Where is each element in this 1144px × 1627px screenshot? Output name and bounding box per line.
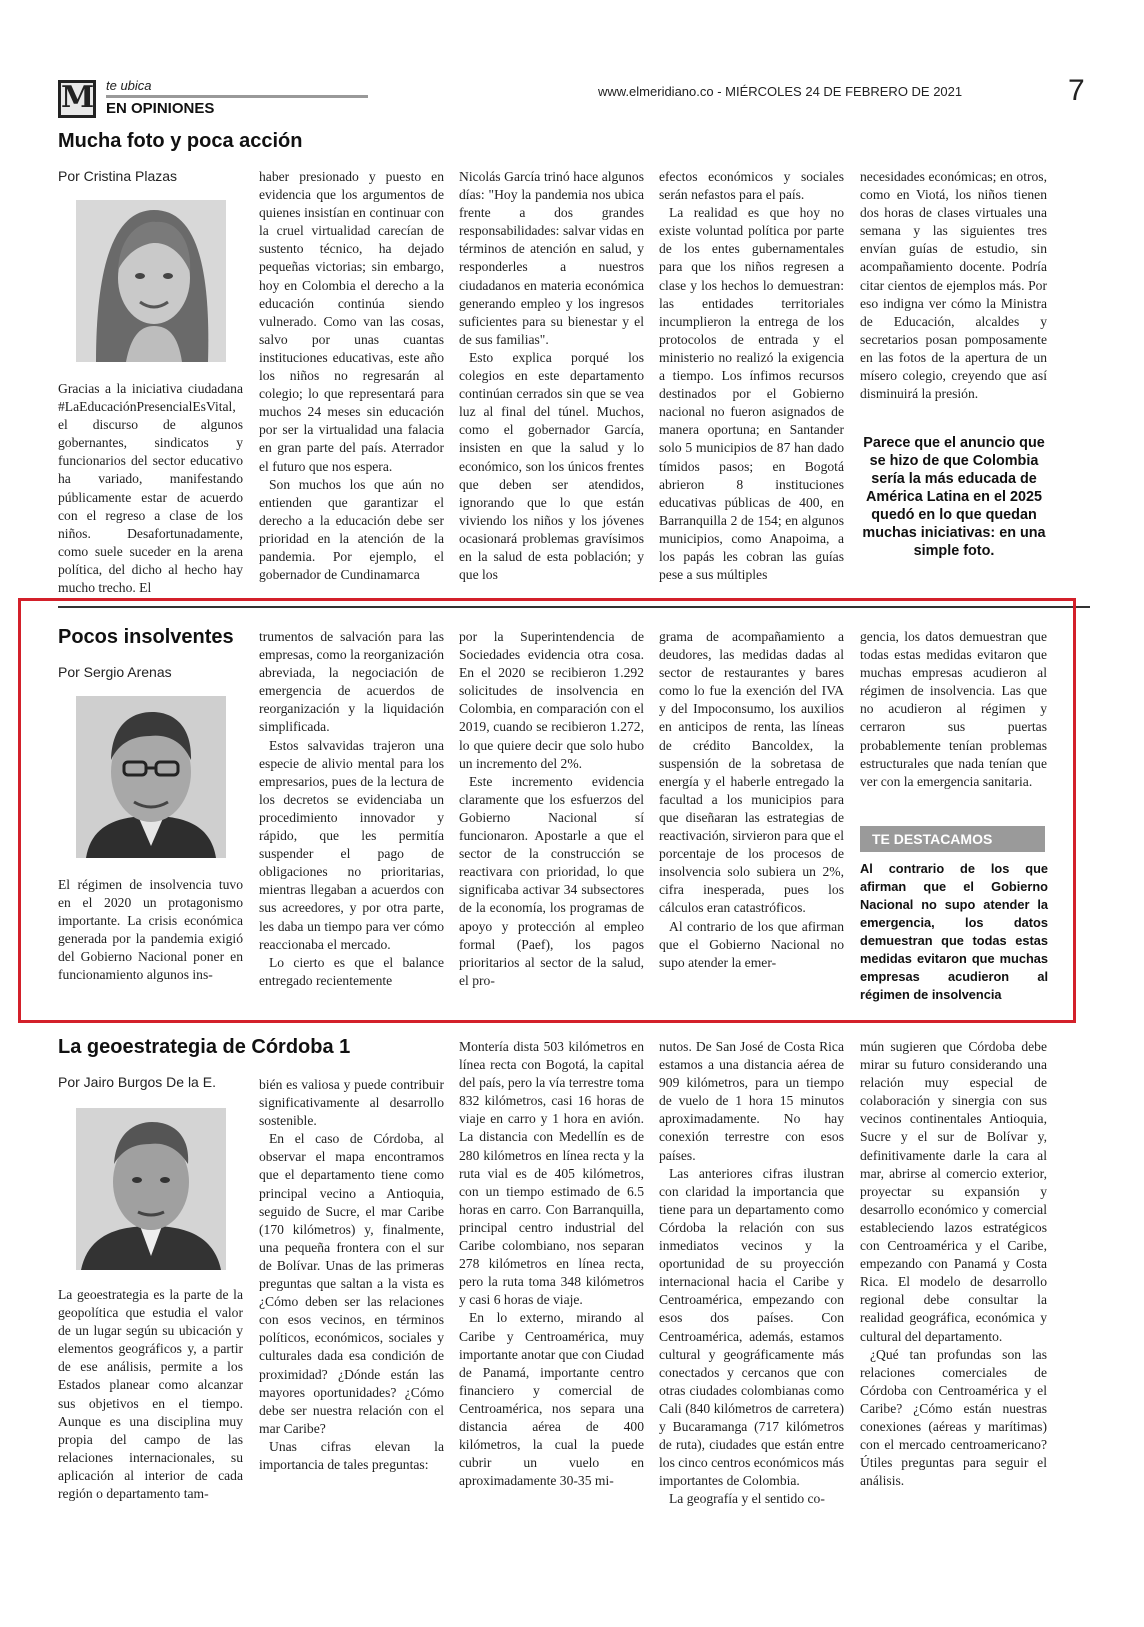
section-label: EN OPINIONES [106,100,215,117]
paragraph: Son muchos los que aún no entienden que garantizar el derecho a la educación debe ser prioridad en la atención de la pandemia. Por ejemplo, el gobernador de Cundinamarca [259,476,444,583]
paragraph: En el caso de Córdoba, al observar el mapa encontramos que el departamento tiene como principal vecino a Antioquia, seguido de Sucre, el mar Caribe (170 kilómetros) y, finalmente, una pequeña frontera con el sur de Bolívar. Unas de las primeras preguntas que saltan a la vista es ¿Cómo deben ser las relaciones con esos vecinos, en términos políticos, económicos, sociales y culturales dada esa condición de proximidad? ¿Dónde están las mayores oportunidades? ¿Cómo debe ser nuestra relación con el mar Caribe? [259,1131,444,1436]
article-column [459,1038,644,1490]
article-column [659,168,844,584]
article-column [259,168,444,584]
paragraph: nutos. De San José de Costa Rica estamos a una distancia aérea de 909 kilómetros, para un tiempo de vuelo de 1 hora 15 minutos aproximadamente. No hay conexión terrestre con esos países. [659,1039,844,1163]
paragraph: efectos económicos y sociales serán nefastos para el país. [659,169,844,203]
article-column [860,168,1047,403]
article-headline: La geoestrategia de Córdoba 1 [58,1036,351,1058]
paragraph: Unas cifras elevan la importancia de tales preguntas: [259,1438,444,1472]
article-byline: Por Cristina Plazas [58,168,178,184]
article-column [860,1038,1047,1490]
article-geoestrategia [58,1036,1090,1596]
paragraph: Las anteriores cifras ilustran con claridad la importancia que tiene para un departamento como Córdoba la relación con sus inmediatos vecinos y la oportunidad de su proyección internacional hacia el Caribe y Centroamérica, empezando con esos dos países. Con Centroamérica, además, estamos cultural y geográficamente más conectados y cercanos que con otras ciudades colombianas como Cali (840 kilómetros de carretera) y Bucaramanga (717 kilómetros de ruta), ciudades que están entre los cinco centros económicos más importantes de Colombia. [659,1165,844,1489]
article-mucha-foto [58,130,1090,600]
header-rule [106,95,368,98]
dateline: www.elmeridiano.co - MIÉRCOLES 24 DE FEBRERO DE 2021 [598,84,963,99]
article-byline: Por Sergio Arenas [58,664,172,680]
paragraph: Lo cierto es que el balance entregado recientemente [259,954,444,988]
author-photo [76,200,226,362]
paragraph: Montería dista 503 kilómetros en línea recta con Bogotá, la capital del país, pero la vía terrestre toma 832 kilómetros, casi 16 horas de viaje en carro y 1 hora en avión. La distancia con Medellín es de 280 kilómetros en línea recta y la ruta vial es de 405 kilómetros, con un tiempo estimado de 6.5 horas en carro. Con Barranquilla, principal centro industrial del Caribe colombiano, nos separan 278 kilómetros en línea recta, pero la ruta toma 348 kilómetros y casi 6 horas de viaje. [459,1039,644,1308]
article-column [58,380,243,597]
paragraph: Nicolás García trinó hace algunos días: "Hoy la pandemia nos ubica frente a dos grandes responsabilidades: salvar vidas en términos de atención en salud, y responderles a nuestros ciudadanos en materia económica generando empleo y los ingresos suficientes para su bienestar y el de sus familias". [459,169,644,347]
article-column [58,1286,243,1503]
paragraph: trumentos de salvación para las empresas, como la reorganización abreviada, la negociación de emergencia de acuerdos de reorganización y la liquidación simplificada. [259,629,444,735]
paragraph: Al contrario de los que afirman que el Gobierno Nacional no supo atender la emer- [659,918,844,970]
article-headline: Pocos insolventes [58,626,234,648]
article-column [659,1038,844,1508]
article-byline: Por Jairo Burgos De la E. [58,1074,216,1090]
paragraph: gencia, los datos demuestran que todas estas medidas evitaron que muchas empresas acudieron al régimen de insolvencia. Las que no acudieron al régimen y cerraron sus puertas probablemente tenían problemas estructurales que nada tenían que ver con la emergencia sanitaria. [860,629,1047,789]
article-column [459,168,644,584]
highlight-text: Al contrario de los que afirman que el Gobierno Nacional no supo atender la emergencia, los datos demuestran que todas estas medidas evitaron que muchas empresas acudieron al régimen de insolvencia [860,861,1048,1002]
red-highlight-frame [18,598,1076,1023]
paragraph: La geografía y el sentido co- [669,1491,825,1507]
paragraph: bién es valiosa y puede contribuir significativamente al desarrollo sostenible. [259,1077,444,1129]
highlight-label: TE DESTACAMOS [860,826,1045,852]
article-column [259,1076,444,1474]
paragraph: Esto explica porqué los colegios en este departamento continúan cerrados sin que se vea luz al final del túnel. Muchos, como el gobernador García, insisten en que la salud y lo económico, son los únicos frentes que deben ser atendidos, ignorando que lo que están viviendo los niños y los jóvenes ocasionará problemas gravísimos en la salud de esta población; y que los [459,349,644,583]
paragraph: Este incremento evidencia claramente que los esfuerzos del Gobierno Nacional sí funcionaron. Apostarle a que el sector de la construcción se reactivara con prioridad, lo que significaba activar 34 subsectores de la economía, los programas de apoyo y protección al empleo formal (Paef), los pagos prioritarios al sector de la salud, el pro- [459,773,644,988]
page-header [58,74,1090,124]
paragraph: ¿Qué tan profundas son las relaciones comerciales de Córdoba con Centroamérica y el Caribe? ¿Cómo están nuestras conexiones (aéreas y marítimas) con el mercado centroamericano? Útiles preguntas para seguir el análisis. [860,1346,1047,1489]
newspaper-logo: M [58,80,96,118]
paragraph: Estos salvavidas trajeron una especie de alivio mental para los empresarios, pues de la lectura de los decretos se evidenciaba un procedimiento innovador y rápido, que les permitía suspender el pago de obligaciones no prioritarias, mientras llegaban a acuerdos con sus acreedores, y por otra parte, les daba un tiempo para ver cómo reaccionaba el mercado. [259,737,444,952]
author-photo [76,1108,226,1270]
article-headline: Mucha foto y poca acción [58,130,303,152]
section-tagline: te ubica [106,78,152,93]
page-number: 7 [1068,74,1085,107]
paragraph: Gracias a la iniciativa ciudadana #LaEducaciónPresencialEsVital, el discurso de algunos gobernantes, sindicatos y funcionarios del sector educativo ha variado, manifestando públicamente estar de acuerdo con el regreso a clase de los niños. Desafortunadamente, como suele suceder en la arena política, del dicho al hecho hay mucho trecho. El [58,381,243,596]
paragraph: mún sugieren que Córdoba debe mirar su futuro considerando una relación muy especial de colaboración y sinergia con sus vecinos continentales Antioquia, Sucre y el sur de Bolívar y, definitivamente darle la cara al mar, abrirse al comercio exterior, proyectar su expansión y desarrollo económico y comercial estableciendo lazos estratégicos con Centroamérica y el Caribe, empezando con Panamá y Costa Rica. El modelo de desarrollo regional debe consultar la realidad geográfica, económica y cultural del departamento. [860,1039,1047,1344]
paragraph: por la Superintendencia de Sociedades evidencia otra cosa. En el 2020 se recibieron 1.292 solicitudes de insolvencia en Colombia, en comparación con el 2019, cuando se recibieron 1.272, lo que quiere decir que solo hubo un incremento del 2%. [459,629,644,771]
paragraph: grama de acompañamiento a deudores, las medidas dadas al sector de restaurantes y bares como lo fue la exención del IVA y del Impoconsumo, los auxilios en anticipos de renta, las líneas de crédito Bancoldex, la suspensión de la sobretasa de energía y el haberle entregado la facultad a los municipios para que diseñaran las estrategias de reactivación, sirvieron para que el porcentaje de los procesos de insolvencia solo subiera un 2%, cifra inesperada, pues los cálculos eran catastróficos. [659,629,844,916]
paragraph: necesidades económicas; en otros, como en Viotá, los niños tienen dos horas de clases virtuales una semana y las siguientes tres envían guías de estudio, sin acompañamiento docente. Podría citar cientos de ejemplos más. Por eso indigna ver cómo la Ministra de Educación, alcaldes y secretarios posan pomposamente en las fotos de la apertura de un mísero colegio, creyendo que así disminuirá la presión. [860,169,1047,402]
pull-quote: Parece que el anuncio que se hizo de que Colombia sería la más educada de América Latina en el 2025 quedó en lo que quedan muchas iniciativas: en una simple foto. [862,435,1046,559]
paragraph: haber presionado y puesto en evidencia que los argumentos de quienes insistían en continuar con la cruel virtualidad carecían de sustento técnico, ha dejado pequeñas victorias; sin embargo, hoy en Colombia el derecho a la educación continúa siendo vulnerado. Como van las cosas, salvo por unas cuantas instituciones educativas, este año los niños no regresarán al colegio; lo que representará para muchos 24 meses sin educación por ser la virtualidad una falacia en gran parte del país. Aterrador el futuro que nos espera. [259,169,444,474]
paragraph: En lo externo, mirando al Caribe y Centroamérica, muy importante anotar que con Ciudad de Panamá, importante centro financiero y comercial de Centroamérica, nos separa una distancia aérea de 400 kilómetros, la cual la puede cubrir un vuelo en aproximadamente 30-35 mi- [459,1310,644,1489]
paragraph: El régimen de insolvencia tuvo en el 2020 un protagonismo importante. La crisis económica generada por la pandemia exigió del Gobierno Nacional poner en funcionamiento algunos ins- [58,877,243,983]
paragraph: La realidad es que hoy no existe voluntad política por parte de los entes gubernamentales para que los niños regresen a clase y los hechos lo demuestran: las entidades territoriales incumplieron la entrega de los protocolos de entrada y el ministerio no realizó la exigencia a tiempo. Los ínfimos recursos destinados por el Gobierno nacional no fueron asignados de manera oportuna; en Santander solo 5 municipios de 87 han dado tímidos pasos; en Bogotá abrieron 8 instituciones educativas públicas de 400, en Barranquilla 2 de 154; en algunos municipios, como Anapoima, a los papás les cobran las guías pese a sus múltiples [659,205,844,583]
paragraph: La geoestrategia es la parte de la geopolítica que estudia el valor de un lugar según su ubicación y elementos geográficos y, a partir de ese análisis, permite a los Estados planear como alcanzar sus objetivos en el tiempo. Aunque es una disciplina muy propia del campo de las relaciones internacionales, su aplicación al interior de cada región o departamento tam- [58,1287,243,1502]
